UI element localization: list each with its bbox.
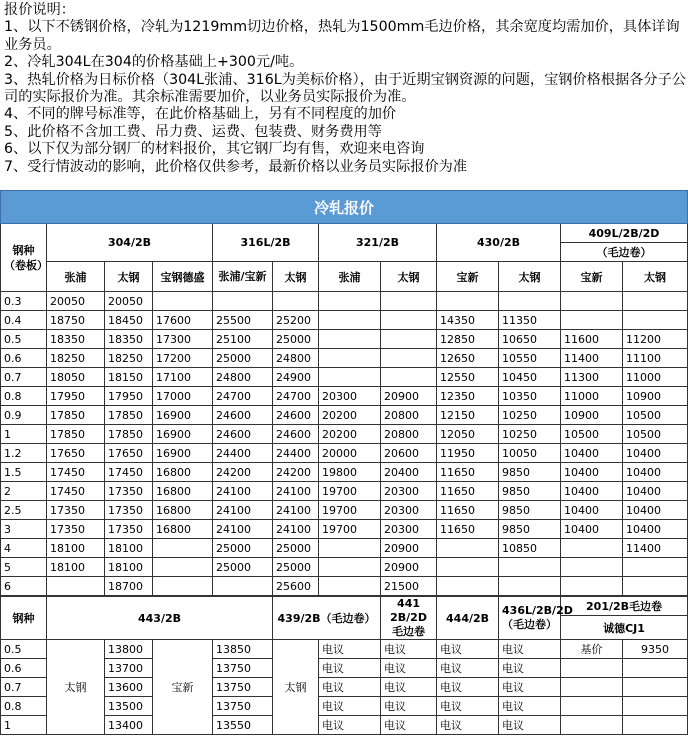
price-cell: 10250 — [499, 406, 561, 425]
price-cell — [561, 539, 623, 558]
price-cell — [47, 577, 105, 596]
price-cell — [153, 292, 213, 311]
thickness-cell: 0.4 — [1, 311, 47, 330]
price-cell: 10500 — [623, 406, 688, 425]
price-cell: 10350 — [499, 387, 561, 406]
price-cell: 24100 — [273, 501, 319, 520]
price-cell: 16900 — [153, 406, 213, 425]
price-cell: 18100 — [105, 539, 153, 558]
price-cell: 电议 — [437, 716, 499, 735]
price-cell — [319, 577, 381, 596]
thickness-cell: 0.6 — [1, 659, 47, 678]
price-cell: 10250 — [499, 425, 561, 444]
thickness-cell: 1 — [1, 716, 47, 735]
price-cell: 13500 — [105, 697, 153, 716]
price-cell — [319, 311, 381, 330]
sub-header: 太钢 — [381, 262, 437, 292]
table-row — [1, 539, 688, 558]
price-cell — [153, 558, 213, 577]
price-cell: 17450 — [105, 463, 153, 482]
price-cell: 24400 — [213, 444, 273, 463]
table-row — [1, 292, 688, 311]
price-cell — [319, 330, 381, 349]
table-row — [1, 558, 688, 577]
cold-rolled-price-table — [0, 190, 688, 596]
price-cell: 13750 — [213, 678, 273, 697]
price-cell — [561, 716, 623, 735]
price-cell: 24200 — [273, 463, 319, 482]
price-cell: 24100 — [273, 482, 319, 501]
price-cell: 24600 — [213, 406, 273, 425]
price-cell: 16900 — [153, 425, 213, 444]
price-cell: 16800 — [153, 520, 213, 539]
price-cell: 电议 — [499, 697, 561, 716]
thickness-cell: 5 — [1, 558, 47, 577]
price-cell: 20900 — [381, 387, 437, 406]
note-7: 7、受行情波动的影响，此价格仅供参考，最新价格以业务员实际报价为准 — [4, 158, 468, 175]
price-cell: 24900 — [273, 368, 319, 387]
price-cell — [437, 539, 499, 558]
price-cell: 12350 — [437, 387, 499, 406]
price-cell: 电议 — [319, 640, 381, 659]
price-cell: 20050 — [105, 292, 153, 311]
price-cell: 电议 — [381, 716, 437, 735]
price-cell — [561, 678, 623, 697]
thickness-cell: 1.2 — [1, 444, 47, 463]
price-cell: 18100 — [105, 558, 153, 577]
table-row — [1, 577, 688, 596]
group-header-409l: 409L/2B/2D — [561, 224, 688, 243]
price-cell: 20300 — [381, 520, 437, 539]
thickness-cell: 1.5 — [1, 463, 47, 482]
table-row — [1, 520, 688, 539]
price-cell: 13550 — [213, 716, 273, 735]
table-row — [1, 716, 688, 735]
sub-header: 宝新 — [561, 262, 623, 292]
price-cell: 19700 — [319, 501, 381, 520]
price-cell: 20050 — [47, 292, 105, 311]
price-cell — [561, 292, 623, 311]
table-title: 冷轧报价 — [1, 191, 688, 224]
price-cell — [623, 577, 688, 596]
price-cell: 10400 — [623, 463, 688, 482]
price-cell — [437, 292, 499, 311]
price-cell: 20800 — [381, 425, 437, 444]
price-cell: 18100 — [47, 539, 105, 558]
price-cell: 10550 — [499, 349, 561, 368]
price-cell: 10400 — [561, 520, 623, 539]
price-cell: 17350 — [105, 501, 153, 520]
price-cell — [499, 292, 561, 311]
price-cell: 9850 — [499, 482, 561, 501]
price-cell: 11000 — [623, 368, 688, 387]
thickness-cell: 4 — [1, 539, 47, 558]
price-cell: 10500 — [561, 425, 623, 444]
price-cell: 24800 — [213, 368, 273, 387]
thickness-cell: 3 — [1, 520, 47, 539]
price-cell: 10650 — [499, 330, 561, 349]
thickness-cell: 0.7 — [1, 678, 47, 697]
price-cell — [153, 539, 213, 558]
price-cell: 17300 — [153, 330, 213, 349]
price-cell: 10050 — [499, 444, 561, 463]
table-row — [1, 501, 688, 520]
steel-grade-header: 钢种（卷板） — [1, 224, 47, 292]
price-cell: 24600 — [213, 425, 273, 444]
price-cell: 24200 — [213, 463, 273, 482]
price-cell: 11600 — [561, 330, 623, 349]
table-row — [1, 463, 688, 482]
price-cell: 17850 — [47, 425, 105, 444]
price-cell: 10400 — [623, 444, 688, 463]
note-5: 5、此价格不含加工费、吊力费、运费、包装费、财务费用等 — [4, 123, 382, 140]
price-cell: 17650 — [105, 444, 153, 463]
price-cell: 11650 — [437, 463, 499, 482]
price-cell: 10450 — [499, 368, 561, 387]
price-cell: 16800 — [153, 463, 213, 482]
price-cell: 17850 — [105, 425, 153, 444]
price-cell: 25000 — [213, 539, 273, 558]
group-header-441: 441 2B/2D 毛边卷 — [381, 597, 437, 640]
price-cell: 20800 — [381, 406, 437, 425]
price-cell: 12650 — [437, 349, 499, 368]
price-cell: 17950 — [105, 387, 153, 406]
note-6: 6、以下仅为部分钢厂的材料报价，其它钢厂均有售，欢迎来电咨询 — [4, 141, 425, 158]
price-cell: 20600 — [381, 444, 437, 463]
price-cell: 25000 — [213, 349, 273, 368]
price-cell: 24100 — [213, 482, 273, 501]
group-header-439: 439/2B（毛边卷） — [273, 597, 381, 640]
table-row — [1, 640, 688, 659]
price-cell — [499, 577, 561, 596]
price-cell: 24400 — [273, 444, 319, 463]
price-cell: 13750 — [213, 659, 273, 678]
price-cell: 11650 — [437, 520, 499, 539]
price-cell: 24800 — [273, 349, 319, 368]
thickness-cell: 2 — [1, 482, 47, 501]
price-cell — [273, 292, 319, 311]
price-cell: 16900 — [153, 444, 213, 463]
price-cell: 电议 — [499, 678, 561, 697]
price-cell: 20200 — [319, 425, 381, 444]
price-cell: 13700 — [105, 659, 153, 678]
group-header-436l: 436L/2B/2D（毛边卷） — [499, 597, 561, 640]
price-cell: 电议 — [437, 640, 499, 659]
price-cell: 11950 — [437, 444, 499, 463]
price-cell — [623, 697, 688, 716]
price-cell: 11300 — [561, 368, 623, 387]
price-cell: 17850 — [47, 406, 105, 425]
price-cell — [623, 558, 688, 577]
price-cell — [381, 349, 437, 368]
price-cell: 18250 — [105, 349, 153, 368]
price-cell: 12150 — [437, 406, 499, 425]
price-cell: 17600 — [153, 311, 213, 330]
price-cell: 13800 — [105, 640, 153, 659]
note-3: 3、热轧价格为日标价格（304L张浦、316L为美标价格），由于近期宝钢资源的问题，宝钢价格根据各分子公司的实际报价为准。其余标准需要加价，以业务员实际报价为准。 — [4, 71, 686, 106]
price-cell: 11100 — [623, 349, 688, 368]
group-header-201: 201/2B毛边卷 — [561, 597, 688, 616]
group-header-409l-note: （毛边卷） — [561, 243, 688, 262]
sub-header: 张浦 — [319, 262, 381, 292]
price-cell: 17650 — [47, 444, 105, 463]
price-cell: 24600 — [273, 406, 319, 425]
price-cell: 24600 — [273, 425, 319, 444]
thickness-cell: 0.5 — [1, 330, 47, 349]
thickness-cell: 0.7 — [1, 368, 47, 387]
sub-header: 张浦/宝新 — [213, 262, 273, 292]
price-cell: 18750 — [47, 311, 105, 330]
price-cell: 20200 — [319, 406, 381, 425]
price-cell: 14350 — [437, 311, 499, 330]
price-cell: 11400 — [561, 349, 623, 368]
table-row — [1, 311, 688, 330]
price-cell — [561, 659, 623, 678]
thickness-cell: 0.8 — [1, 697, 47, 716]
price-cell: 9850 — [499, 501, 561, 520]
table-row — [1, 368, 688, 387]
price-cell — [153, 577, 213, 596]
price-cell: 25000 — [273, 539, 319, 558]
price-cell: 20900 — [381, 558, 437, 577]
price-cell: 18100 — [47, 558, 105, 577]
price-cell — [381, 292, 437, 311]
price-cell: 电议 — [319, 659, 381, 678]
price-cell: 13600 — [105, 678, 153, 697]
price-cell — [623, 716, 688, 735]
table-row — [1, 697, 688, 716]
price-cell: 12550 — [437, 368, 499, 387]
price-cell: 10400 — [623, 501, 688, 520]
price-cell: 19700 — [319, 520, 381, 539]
price-cell — [381, 368, 437, 387]
table-row — [1, 349, 688, 368]
group-header-321: 321/2B — [319, 224, 437, 262]
price-cell: 12850 — [437, 330, 499, 349]
price-cell: 电议 — [437, 659, 499, 678]
thickness-cell: 0.9 — [1, 406, 47, 425]
price-cell: 10400 — [623, 482, 688, 501]
price-cell: 10900 — [561, 406, 623, 425]
mill-cell: 太钢 — [47, 640, 105, 735]
table-row — [1, 659, 688, 678]
price-cell: 13400 — [105, 716, 153, 735]
price-cell: 25600 — [273, 577, 319, 596]
price-cell: 19700 — [319, 482, 381, 501]
thickness-cell: 0.5 — [1, 640, 47, 659]
price-cell: 25000 — [213, 558, 273, 577]
price-cell: 24100 — [213, 520, 273, 539]
price-cell: 24100 — [273, 520, 319, 539]
price-cell — [381, 330, 437, 349]
price-cell: 24700 — [273, 387, 319, 406]
sub-header: 宝新 — [437, 262, 499, 292]
price-cell: 11650 — [437, 501, 499, 520]
price-cell — [213, 292, 273, 311]
price-cell: 11000 — [561, 387, 623, 406]
price-cell — [437, 577, 499, 596]
price-cell: 电议 — [437, 678, 499, 697]
sub-header: 太钢 — [623, 262, 688, 292]
price-cell: 25000 — [273, 558, 319, 577]
sub-header: 太钢 — [105, 262, 153, 292]
price-cell: 电议 — [381, 640, 437, 659]
price-cell: 25500 — [213, 311, 273, 330]
price-cell: 电议 — [319, 678, 381, 697]
note-1: 1、以下不锈钢价格，冷轧为1219mm切边价格，热轧为1500mm毛边价格，其余宽度均需加价，具体详询业务员。 — [4, 19, 680, 53]
group-header-316l: 316L/2B — [213, 224, 319, 262]
price-cell: 20300 — [319, 387, 381, 406]
price-cell — [319, 368, 381, 387]
sub-header: 宝钢德盛 — [153, 262, 213, 292]
price-cell — [623, 311, 688, 330]
price-cell — [381, 311, 437, 330]
price-cell: 基价 — [561, 640, 623, 659]
table-row — [1, 406, 688, 425]
price-cell: 10400 — [561, 463, 623, 482]
price-cell — [561, 577, 623, 596]
group-header-430: 430/2B — [437, 224, 561, 262]
price-cell: 20400 — [381, 463, 437, 482]
price-cell: 17450 — [47, 482, 105, 501]
price-cell: 20000 — [319, 444, 381, 463]
table-row — [1, 444, 688, 463]
price-cell: 9850 — [499, 463, 561, 482]
price-cell: 电议 — [499, 716, 561, 735]
price-cell: 12050 — [437, 425, 499, 444]
note-2: 2、冷轧304L在304的价格基础上+300元/吨。 — [4, 54, 304, 71]
price-cell: 18450 — [105, 311, 153, 330]
price-cell: 17850 — [105, 406, 153, 425]
notes-heading: 报价说明： — [4, 2, 75, 18]
table-row — [1, 387, 688, 406]
price-cell — [319, 558, 381, 577]
price-cell: 电议 — [381, 697, 437, 716]
price-cell: 11400 — [623, 539, 688, 558]
group-header-304: 304/2B — [47, 224, 213, 262]
price-cell — [623, 659, 688, 678]
thickness-cell: 1 — [1, 425, 47, 444]
table-row — [1, 482, 688, 501]
price-cell — [561, 558, 623, 577]
price-cell: 24700 — [213, 387, 273, 406]
price-cell: 18150 — [105, 368, 153, 387]
sub-header: 太钢 — [273, 262, 319, 292]
price-cell: 20300 — [381, 482, 437, 501]
price-cell: 10400 — [561, 444, 623, 463]
thickness-cell: 6 — [1, 577, 47, 596]
group-header-443: 443/2B — [47, 597, 273, 640]
price-cell: 21500 — [381, 577, 437, 596]
price-cell: 电议 — [319, 697, 381, 716]
price-cell — [623, 678, 688, 697]
price-cell: 电议 — [381, 659, 437, 678]
price-cell: 11350 — [499, 311, 561, 330]
note-4: 4、不同的牌号标准等，在此价格基础上，另有不同程度的加价 — [4, 106, 397, 123]
price-cell — [437, 558, 499, 577]
mill-cell: 宝新 — [153, 640, 213, 735]
price-cell: 17350 — [105, 482, 153, 501]
price-cell: 16800 — [153, 482, 213, 501]
price-cell: 10500 — [623, 425, 688, 444]
table-row — [1, 330, 688, 349]
thickness-cell: 0.6 — [1, 349, 47, 368]
price-cell: 17950 — [47, 387, 105, 406]
price-cell: 18350 — [105, 330, 153, 349]
price-cell: 9350 — [623, 640, 688, 659]
price-cell — [561, 311, 623, 330]
price-cell: 10400 — [561, 482, 623, 501]
price-cell — [623, 292, 688, 311]
table-row — [1, 678, 688, 697]
price-cell: 17100 — [153, 368, 213, 387]
price-cell: 24100 — [213, 501, 273, 520]
price-cell — [319, 539, 381, 558]
thickness-cell: 0.8 — [1, 387, 47, 406]
price-cell: 17350 — [47, 501, 105, 520]
price-cell — [319, 349, 381, 368]
sub-header: 张浦 — [47, 262, 105, 292]
price-cell: 18350 — [47, 330, 105, 349]
table-row — [1, 425, 688, 444]
price-cell: 9850 — [499, 520, 561, 539]
price-cell: 11200 — [623, 330, 688, 349]
sub-header: 太钢 — [499, 262, 561, 292]
thickness-cell: 2.5 — [1, 501, 47, 520]
steel-grade-header-2: 钢种 — [1, 597, 47, 640]
group-header-201-sub: 诚德CJ1 — [561, 616, 688, 640]
price-cell — [213, 577, 273, 596]
price-cell: 16800 — [153, 501, 213, 520]
thickness-cell: 0.3 — [1, 292, 47, 311]
price-cell: 18700 — [105, 577, 153, 596]
price-cell: 25100 — [213, 330, 273, 349]
price-cell: 18250 — [47, 349, 105, 368]
price-cell: 19800 — [319, 463, 381, 482]
price-cell: 电议 — [319, 716, 381, 735]
price-cell — [499, 558, 561, 577]
other-grades-price-table — [0, 596, 688, 735]
price-cell: 13850 — [213, 640, 273, 659]
price-cell: 10400 — [623, 520, 688, 539]
price-cell: 电议 — [381, 678, 437, 697]
price-cell: 25000 — [273, 330, 319, 349]
price-cell: 17350 — [47, 520, 105, 539]
price-cell — [319, 292, 381, 311]
price-cell: 17000 — [153, 387, 213, 406]
price-cell — [561, 697, 623, 716]
price-cell: 电议 — [499, 659, 561, 678]
price-cell: 20300 — [381, 501, 437, 520]
price-cell: 10400 — [561, 501, 623, 520]
price-notes — [0, 0, 687, 190]
group-header-444: 444/2B — [437, 597, 499, 640]
price-cell: 11650 — [437, 482, 499, 501]
price-cell: 20900 — [381, 539, 437, 558]
price-cell: 17350 — [105, 520, 153, 539]
price-cell: 电议 — [499, 640, 561, 659]
price-cell: 17200 — [153, 349, 213, 368]
price-cell: 电议 — [437, 697, 499, 716]
mill-cell: 太钢 — [273, 640, 319, 735]
price-cell: 10900 — [623, 387, 688, 406]
price-cell: 13750 — [213, 697, 273, 716]
price-cell: 18050 — [47, 368, 105, 387]
price-cell: 25200 — [273, 311, 319, 330]
price-cell: 17450 — [47, 463, 105, 482]
price-cell: 10850 — [499, 539, 561, 558]
